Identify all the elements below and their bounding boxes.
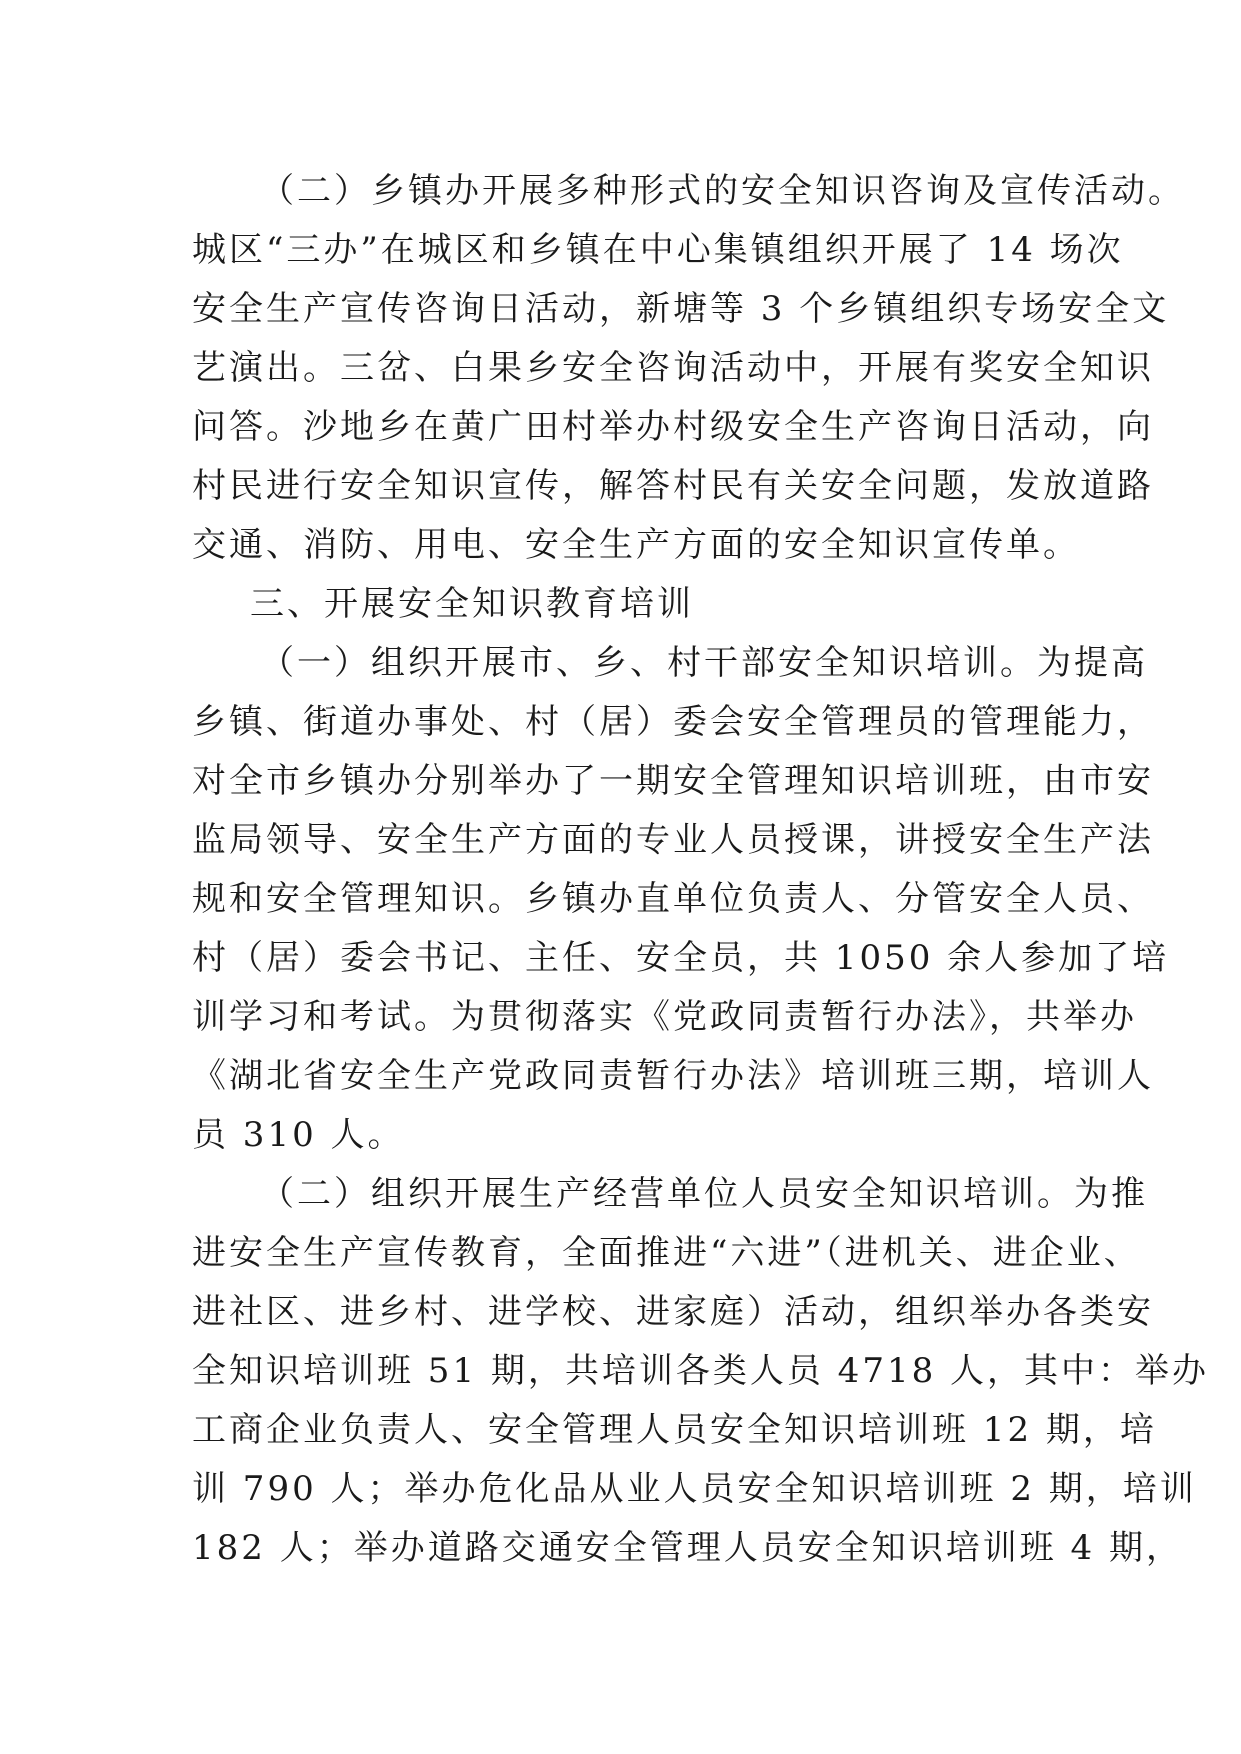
paragraph-line: 规和安全管理知识。乡镇办直单位负责人、分管安全人员、 — [192, 879, 1154, 919]
paragraph-line: 监局领导、安全生产方面的专业人员授课，讲授安全生产法 — [192, 820, 1154, 860]
paragraph-line: （一）组织开展市、乡、村干部安全知识培训。为提高 — [260, 643, 1148, 683]
paragraph-line: 问答。沙地乡在黄广田村举办村级安全生产咨询日活动，向 — [192, 407, 1154, 447]
paragraph-line: 全知识培训班 51 期，共培训各类人员 4718 人，其中：举办 — [192, 1351, 1210, 1391]
paragraph-line: 182 人；举办道路交通安全管理人员安全知识培训班 4 期， — [192, 1528, 1183, 1568]
paragraph-line: （二）乡镇办开展多种形式的安全知识咨询及宣传活动。 — [260, 171, 1185, 211]
paragraph-line: 训 790 人；举办危化品从业人员安全知识培训班 2 期，培训 — [192, 1469, 1197, 1509]
paragraph-line: 安全生产宣传咨询日活动，新塘等 3 个乡镇组织专场安全文 — [192, 289, 1170, 329]
paragraph-line: 工商企业负责人、安全管理人员安全知识培训班 12 期，培 — [192, 1410, 1157, 1450]
paragraph-line: （二）组织开展生产经营单位人员安全知识培训。为推 — [260, 1174, 1148, 1214]
paragraph-line: 村民进行安全知识宣传，解答村民有关安全问题，发放道路 — [192, 466, 1154, 506]
paragraph-line: 员 310 人。 — [192, 1115, 405, 1155]
paragraph-line: 乡镇、街道办事处、村（居）委会安全管理员的管理能力， — [192, 702, 1154, 742]
paragraph-line: 交通、消防、用电、安全生产方面的安全知识宣传单。 — [192, 525, 1080, 565]
paragraph-line: 村（居）委会书记、主任、安全员，共 1050 余人参加了培 — [192, 938, 1170, 978]
paragraph-line: 训学习和考试。为贯彻落实《党政同责暂行办法》，共举办 — [192, 997, 1137, 1037]
paragraph-line: 《湖北省安全生产党政同责暂行办法》培训班三期，培训人 — [192, 1056, 1154, 1096]
paragraph-line: 城区“三办”在城区和乡镇在中心集镇组织开展了 14 场次 — [192, 230, 1124, 270]
paragraph-line: 对全市乡镇办分别举办了一期安全管理知识培训班，由市安 — [192, 761, 1154, 801]
document-body — [192, 162, 1210, 1578]
section-heading: 三、开展安全知识教育培训 — [250, 584, 694, 624]
paragraph-line: 进安全生产宣传教育，全面推进“六进”（进机关、进企业、 — [192, 1233, 1141, 1273]
paragraph-line: 艺演出。三岔、白果乡安全咨询活动中，开展有奖安全知识 — [192, 348, 1154, 388]
paragraph-line: 进社区、进乡村、进学校、进家庭）活动，组织举办各类安 — [192, 1292, 1154, 1332]
